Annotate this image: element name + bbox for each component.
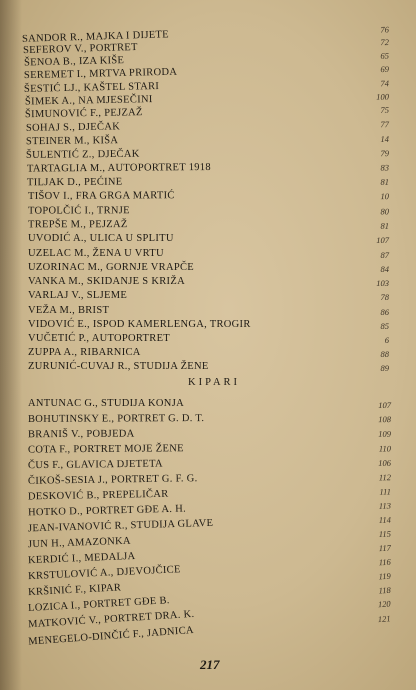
entry-page-number: 85 (380, 321, 389, 331)
entry-page-number: 100 (376, 91, 390, 102)
entry-page-number: 114 (378, 514, 392, 525)
entry-name: STEINER M., KIŠA (25, 135, 119, 148)
entry-page-number: 14 (380, 133, 390, 144)
entry-page-number: 84 (380, 264, 389, 274)
entry-page-number: 116 (378, 556, 392, 568)
entry-name: KRSTULOVIĆ A., DJEVOJČICE (27, 564, 181, 583)
entry-page-number: 89 (380, 363, 389, 373)
entry-name: VEŽA M., BRIST (28, 305, 110, 316)
entry-name: VUČETIĆ P., AUTOPORTRET (28, 333, 171, 344)
entry-name: UVODIĆ A., ULICA U SPLITU (28, 233, 174, 244)
entry-page-number: 119 (378, 570, 391, 582)
entry-name: HOTKO D., PORTRET GĐE A. H. (27, 503, 187, 519)
entry-page-number: 121 (377, 613, 391, 625)
entry-page-number: 69 (380, 63, 390, 75)
entry-name: ŠIMEK A., NA MJESEČINI (24, 94, 153, 108)
entry-name: VIDOVIĆ E., ISPOD KAMERLENGA, TROGIR (28, 319, 251, 330)
entry-page-number: 117 (378, 542, 392, 554)
entry-name: COTA F., PORTRET MOJE ŽENE (27, 443, 184, 456)
entry-page-number: 87 (380, 250, 389, 260)
entry-name: TILJAK D., PEĆINE (26, 176, 123, 189)
entry-page-number: 80 (380, 206, 390, 217)
entry-name: SEREMET I., MRTVA PRIRODA (23, 66, 178, 82)
entry-name: UZORINAC M., GORNJE VRAPČE (28, 262, 194, 273)
entry-page-number: 6 (384, 335, 389, 345)
page-number: 217 (200, 657, 220, 672)
entry-name: TIŠOV I., FRA GRGA MARTIĆ (27, 190, 175, 202)
entry-name: UZELAC M., ŽENA U VRTU (28, 248, 164, 259)
entry-page-number: 81 (380, 176, 390, 187)
entry-page-number: 107 (376, 235, 389, 245)
entry-name: KRŠINIĆ F., KIPAR (27, 582, 122, 599)
entry-page-number: 86 (380, 307, 389, 317)
entry-name: DESKOVIĆ B., PREPELIČAR (27, 488, 169, 503)
entry-page-number: 65 (380, 50, 390, 61)
entry-name: TARTAGLIA M., AUTOPORTRET 1918 (26, 161, 211, 175)
entry-name: JUN H., AMAZONKA (27, 535, 131, 551)
entry-name: ŠIMUNOVIĆ F., PEJZAŽ (24, 107, 143, 121)
entry-page-number: 81 (380, 220, 390, 231)
entry-name: ZUPPA A., RIBARNICA (28, 347, 141, 358)
entry-name: LOZICA I., PORTRET GĐE B. (27, 595, 170, 615)
entry-name: VARLAJ V., SLJEME (28, 290, 128, 301)
entry-name: SANDOR R., MAJKA I DIJETE (21, 29, 170, 45)
entry-name: ČIKOŠ-SESIA J., PORTRET G. F. G. (27, 473, 198, 487)
entry-name: MATKOVIĆ V., PORTRET DRA. K. (27, 608, 195, 631)
entry-name: SEFEROV V., PORTRET (22, 41, 138, 57)
entry-page-number: 77 (380, 119, 390, 130)
entry-page-number: 107 (378, 400, 391, 410)
entry-name: KERDIĆ I., MEDALJA (27, 550, 136, 567)
entry-page-number: 120 (377, 598, 391, 610)
entry-name: TOPOLČIĆ I., TRNJE (27, 205, 130, 217)
entry-page-number: 79 (380, 148, 390, 159)
entry-name: VANKA M., SKIDANJE S KRIŽA (28, 276, 185, 287)
entry-name: ČUS F., GLAVICA DJETETA (27, 458, 163, 472)
entry-page-number: 103 (376, 278, 389, 288)
entry-name: ŠESTIĆ LJ., KAŠTEL STARI (23, 81, 160, 95)
entry-name: SOHAJ S., DJEČAK (25, 121, 121, 134)
entry-name: TREPŠE M., PEJZAŽ (27, 219, 128, 231)
entry-page-number: 109 (378, 428, 392, 439)
entry-page-number: 110 (378, 443, 392, 454)
entry-page-number: 115 (378, 528, 392, 540)
entry-name: BRANIŠ V., POBJEDA (27, 428, 135, 441)
entry-page-number: 108 (378, 414, 392, 425)
entry-name: BOHUTINSKY E., PORTRET G. D. T. (27, 413, 205, 425)
entry-page-number: 111 (379, 486, 392, 497)
entry-name: ANTUNAC G., STUDIJA KONJA (28, 398, 184, 409)
entry-page-number: 75 (380, 104, 390, 115)
entry-name: ŠENOA B., IZA KIŠE (23, 55, 125, 69)
entry-page-number: 10 (380, 191, 390, 202)
entry-page-number: 74 (380, 78, 390, 89)
entry-name: ŠULENTIĆ Z., DJEČAK (25, 148, 140, 161)
entry-page-number: 72 (380, 36, 390, 48)
section-heading: KIPARI (188, 377, 241, 388)
entry-page-number: 76 (380, 24, 390, 35)
entry-page-number: 83 (380, 162, 390, 173)
entry-page-number: 118 (378, 584, 391, 596)
entry-name: ZURUNIĆ-CUVAJ R., STUDIJA ŽENE (28, 361, 209, 372)
entry-page-number: 113 (378, 500, 392, 511)
entry-page-number: 78 (380, 292, 389, 302)
entry-name: MENEGELO-DINČIĆ F., JADNICA (27, 625, 195, 648)
entry-name: JEAN-IVANOVIĆ R., STUDIJA GLAVE (27, 517, 214, 535)
entry-page-number: 112 (378, 472, 392, 483)
entry-page-number: 88 (380, 349, 389, 359)
list-item (0, 398, 416, 413)
entry-page-number: 106 (378, 457, 392, 468)
